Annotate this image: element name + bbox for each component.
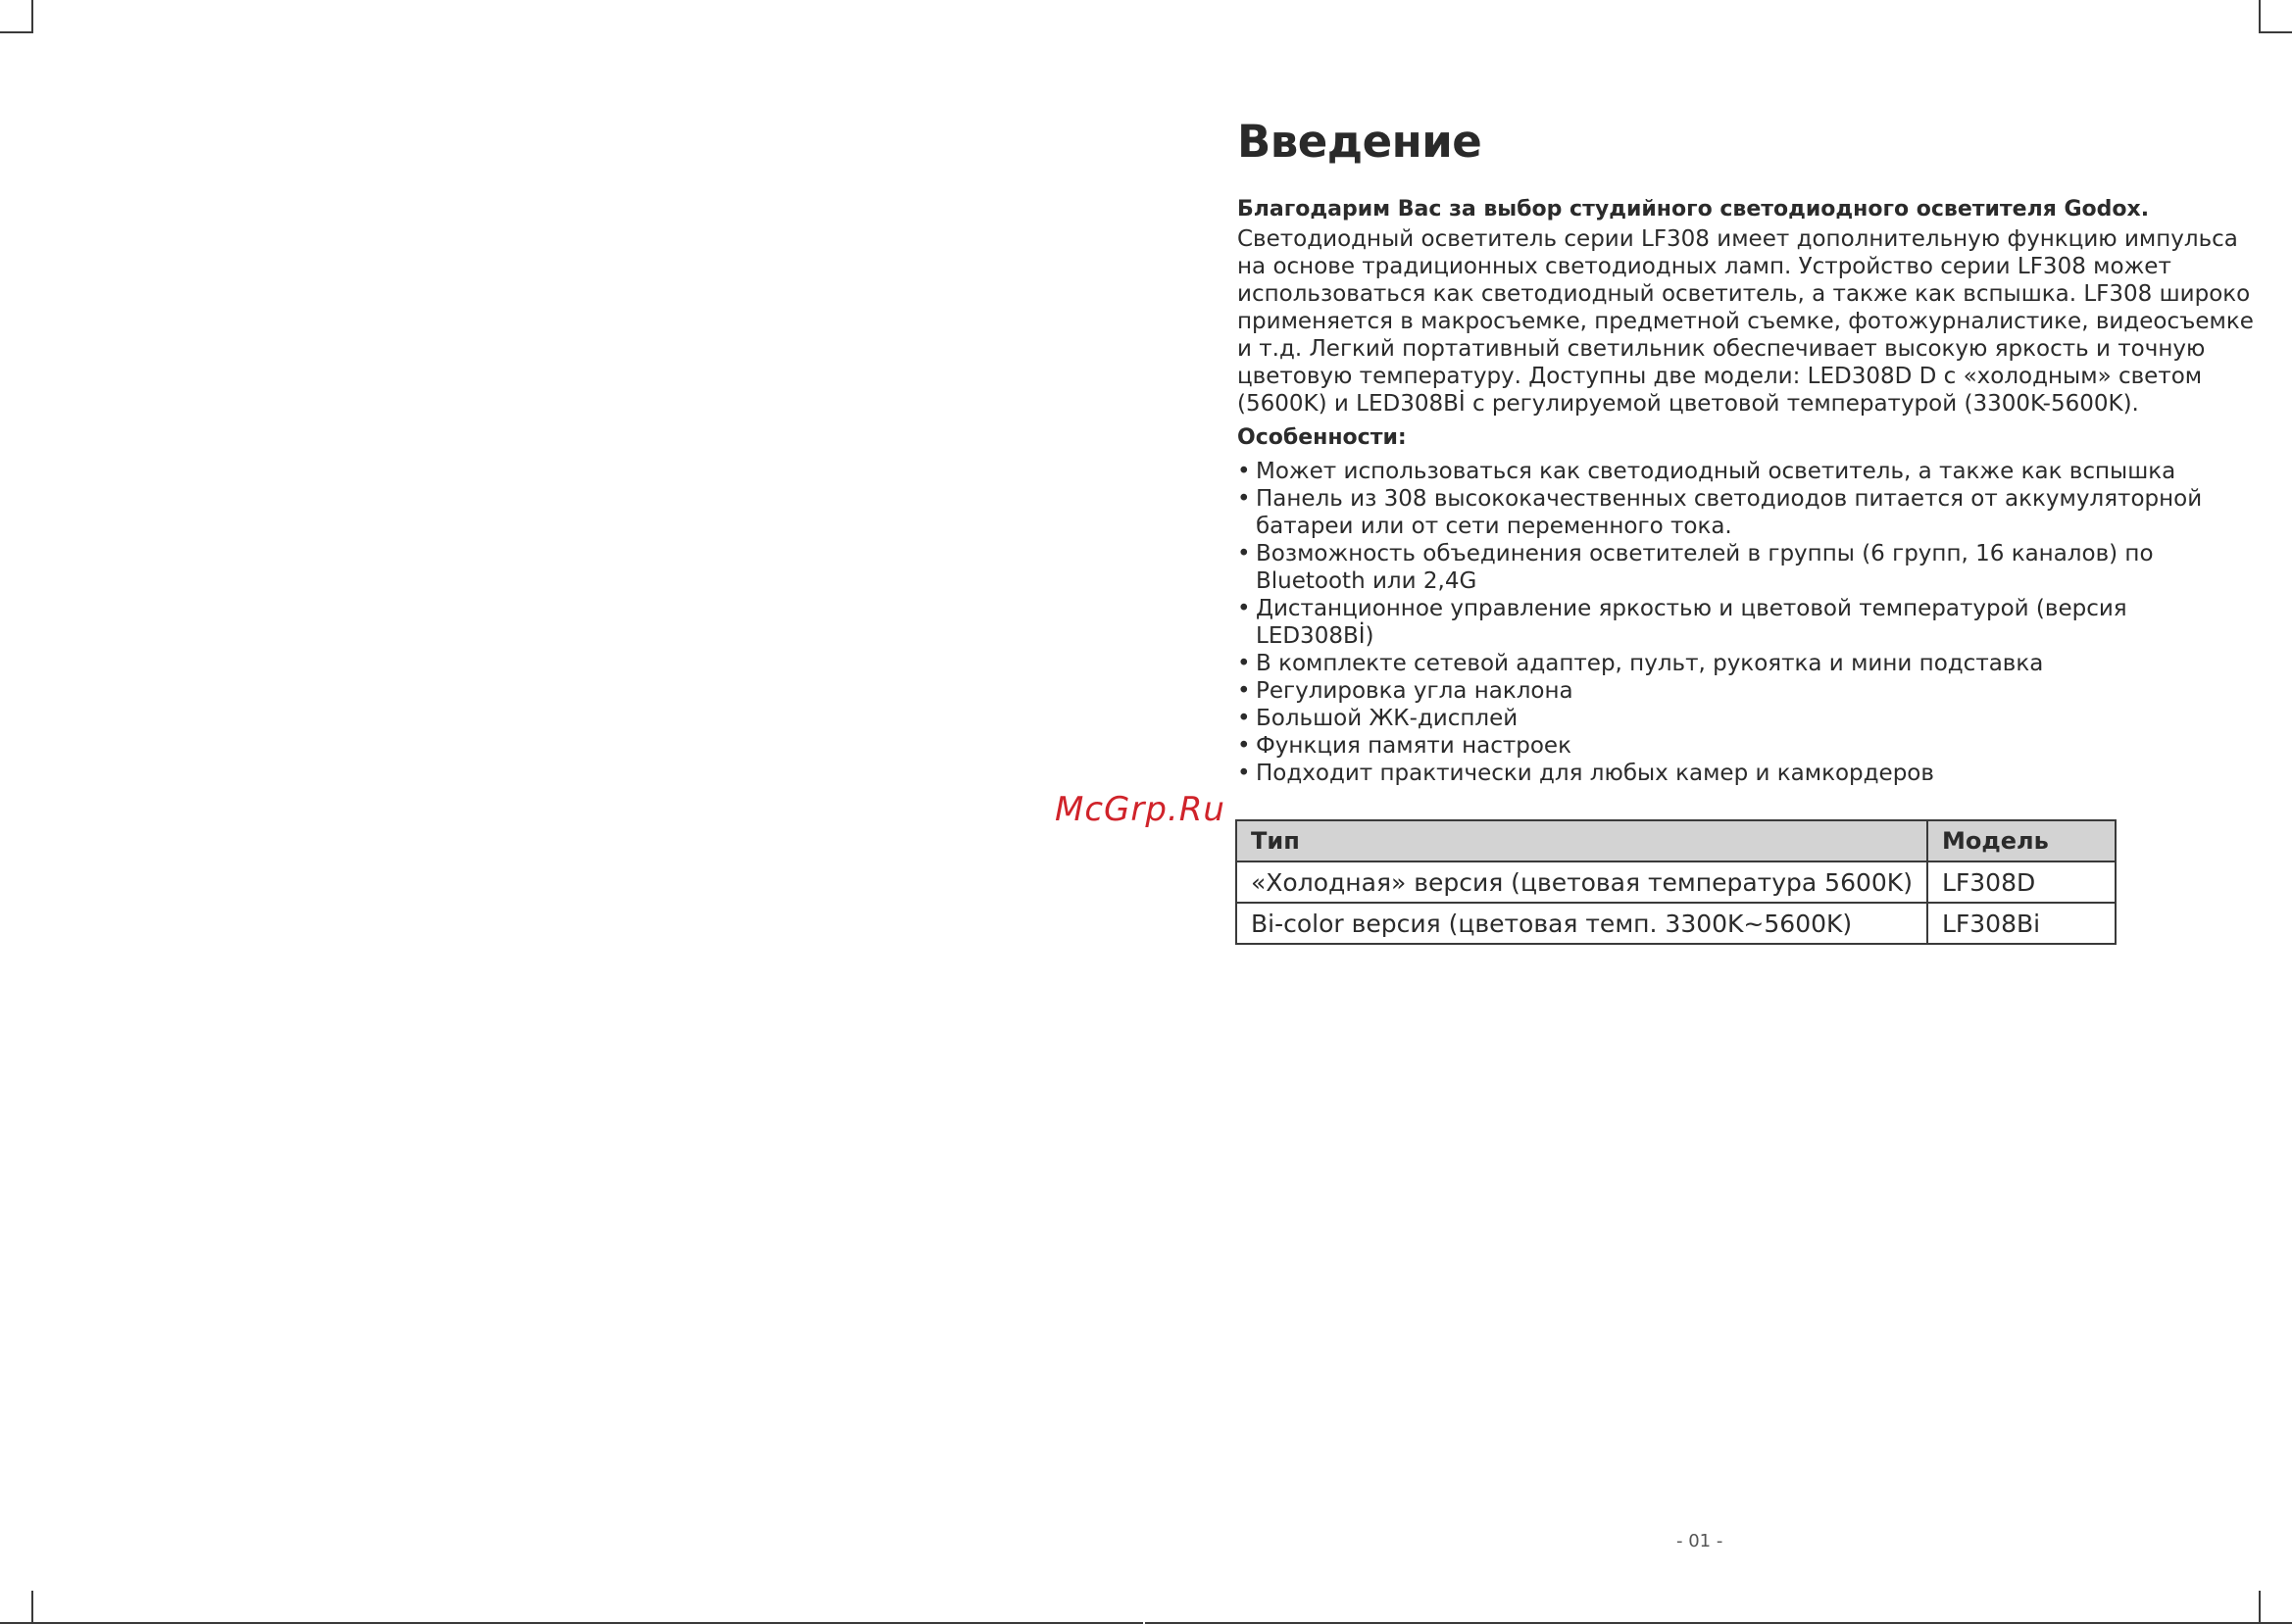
intro-line: применяется в макросъемке, предметной съемке, фотожурналистике, видеосъемке [1237, 309, 2254, 334]
page-content [1237, 116, 2254, 787]
crop-mark-top-left-v [31, 0, 33, 33]
column-header-model: Модель [1927, 820, 2116, 861]
feature-item [1237, 732, 2217, 760]
feature-item [1237, 540, 2217, 595]
lead-sentence: Благодарим Вас за выбор студийного светодиодного осветителя Godox. [1237, 197, 2150, 221]
cell-type: «Холодная» версия (цветовая температура 5600K) [1236, 861, 1927, 903]
table-row [1236, 903, 2116, 944]
cell-model: LF308D [1927, 861, 2116, 903]
models-table [1235, 819, 2117, 945]
feature-item [1237, 760, 2217, 787]
feature-item [1237, 458, 2217, 485]
feature-item [1237, 595, 2217, 650]
feature-text: батареи или от сети переменного тока. [1256, 514, 1732, 539]
feature-text: LED308Bİ) [1256, 623, 1374, 649]
watermark: McGrp.Ru [1055, 790, 1225, 829]
feature-text: Bluetooth или 2,4G [1256, 568, 1477, 594]
intro-line: цветовую температуру. Доступны две модели: LED308D D с «холодным» светом [1237, 364, 2203, 389]
feature-text: • Регулировка угла наклона [1256, 678, 1573, 704]
feature-text: • В комплекте сетевой адаптер, пульт, рукоятка и мини подставка [1256, 651, 2044, 676]
feature-item [1237, 485, 2217, 540]
page-number: - 01 - [1676, 1531, 1723, 1551]
intro-line: (5600K) и LED308Bİ с регулируемой цветовой температурой (3300K-5600K). [1237, 391, 2139, 417]
table-row [1236, 861, 2116, 903]
feature-text: • Подходит практически для любых камер и камкордеров [1256, 761, 1934, 786]
intro-line: Светодиодный осветитель серии LF308 имеет дополнительную функцию импульса [1237, 226, 2238, 252]
feature-text: • Функция памяти настроек [1256, 733, 1571, 759]
table-header-row [1236, 820, 2116, 861]
column-header-type: Тип [1236, 820, 1927, 861]
crop-mark-top-right-v [2259, 0, 2261, 33]
feature-text: • Может использоваться как светодиодный осветитель, а также как вспышка [1256, 459, 2176, 484]
intro-paragraph [1237, 225, 2254, 418]
feature-text: • Большой ЖК-дисплей [1256, 706, 1519, 731]
crop-mark-bottom-left-v [31, 1591, 33, 1624]
cell-model: LF308Bi [1927, 903, 2116, 944]
features-heading: Особенности: [1237, 425, 1407, 450]
crop-mark-top-left-h [0, 31, 33, 33]
intro-line: на основе традиционных светодиодных ламп. Устройство серии LF308 может [1237, 254, 2171, 279]
page-title: Введение [1237, 116, 1482, 168]
feature-item [1237, 650, 2217, 677]
crop-mark-top-right-h [2259, 31, 2292, 33]
intro-line: использоваться как светодиодный осветитель, а также как вспышка. LF308 широко [1237, 281, 2251, 307]
intro-line: и т.д. Легкий портативный светильник обеспечивает высокую яркость и точную [1237, 336, 2206, 362]
feature-text: • Возможность объединения осветителей в группы (6 групп, 16 каналов) по [1256, 541, 2154, 566]
feature-text: • Дистанционное управление яркостью и цветовой температурой (версия [1256, 596, 2127, 621]
cell-type: Bi-color версия (цветовая темп. 3300K~5600K) [1236, 903, 1927, 944]
feature-text: • Панель из 308 высококачественных светодиодов питается от аккумуляторной [1256, 486, 2203, 512]
feature-item [1237, 677, 2217, 705]
crop-mark-bottom-right-v [2259, 1591, 2261, 1624]
feature-item [1237, 705, 2217, 732]
features-list [1237, 458, 2217, 787]
